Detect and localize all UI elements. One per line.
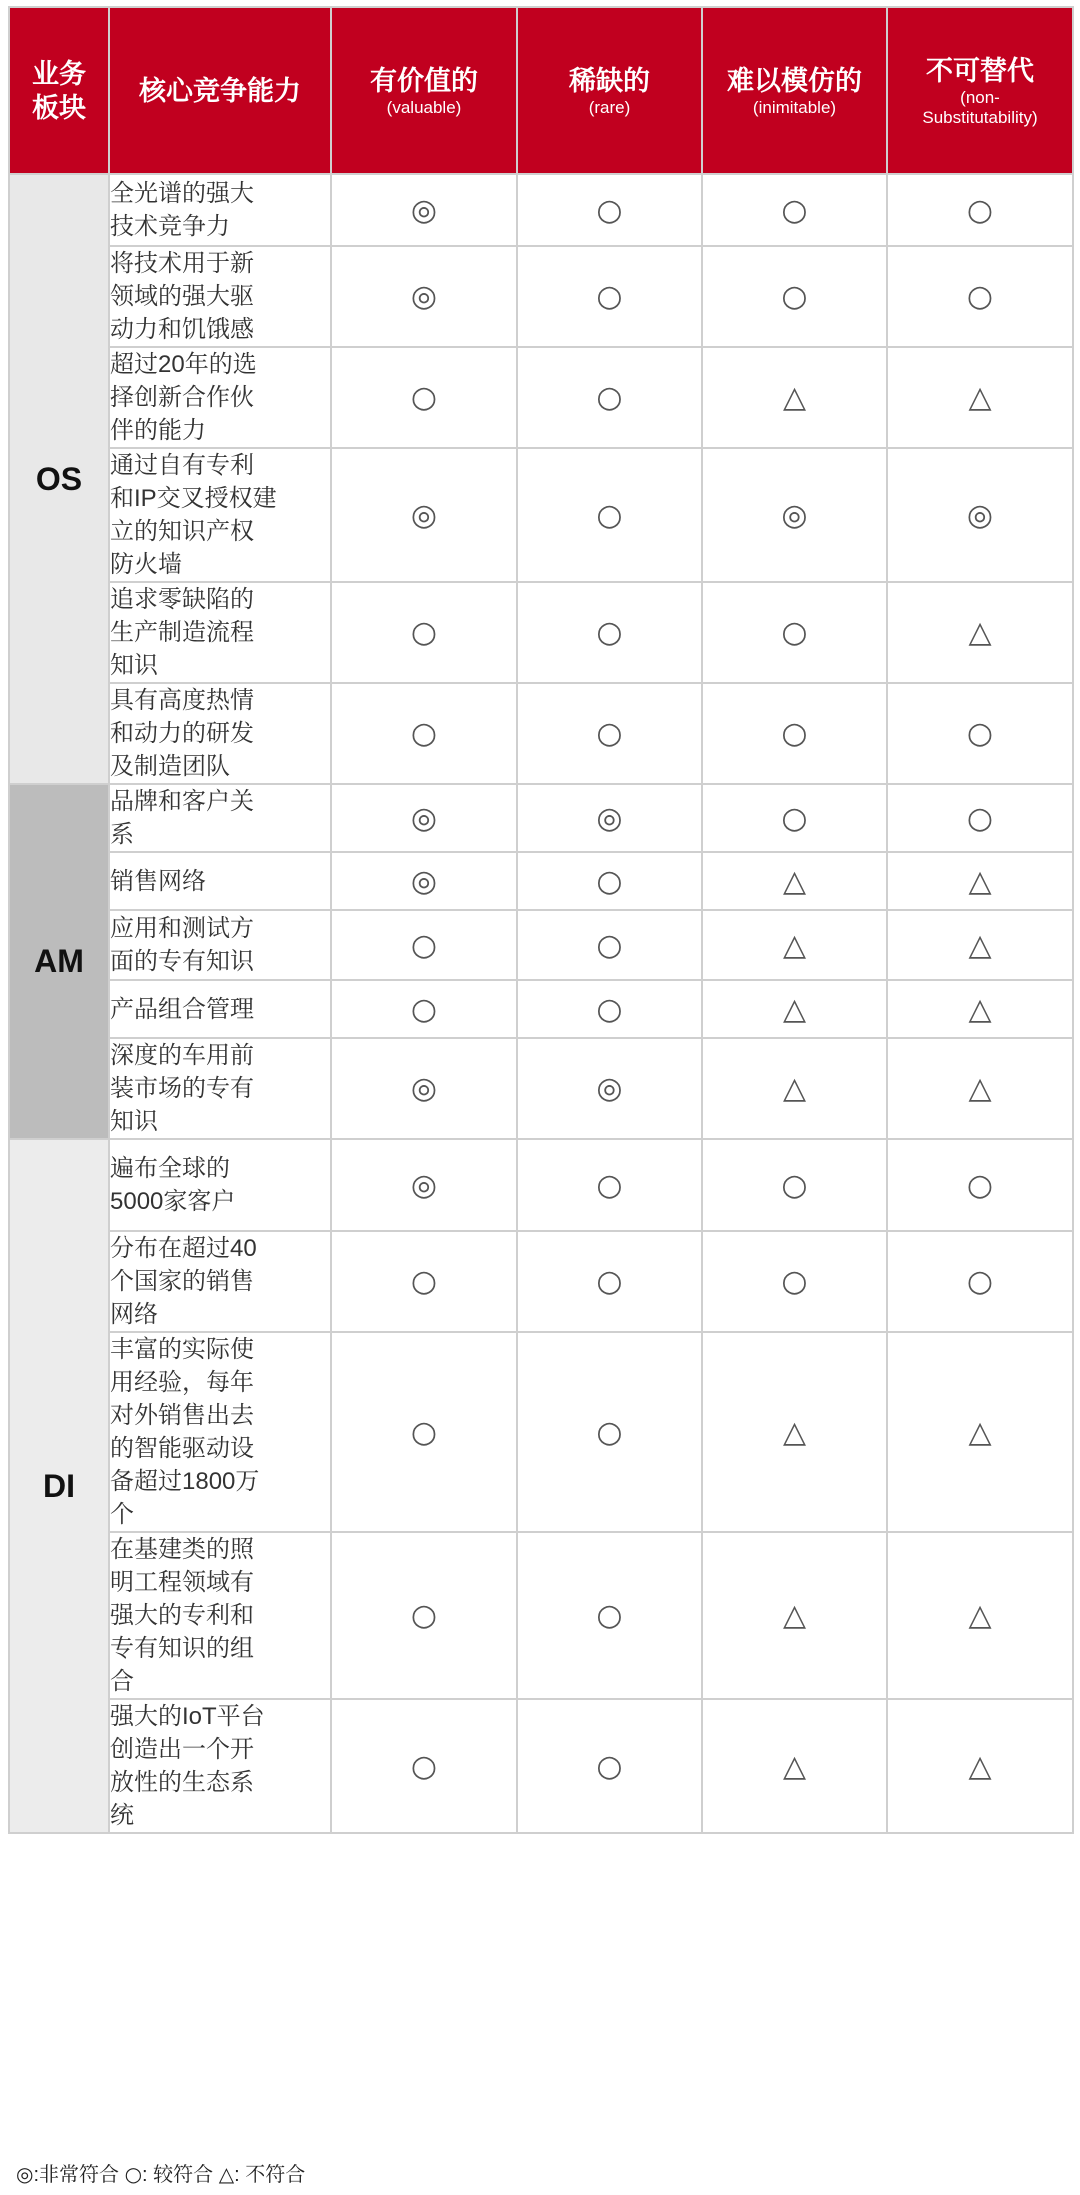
capability-line: 系 <box>110 821 134 848</box>
capability-cell <box>109 1038 331 1139</box>
rating-non-substitutability: ○ <box>887 246 1073 347</box>
capability-line: 知识 <box>110 652 158 679</box>
rating-rare: ○ <box>517 1231 702 1332</box>
capability-cell <box>109 246 331 347</box>
header-subtitle: (valuable) <box>386 97 462 117</box>
rating-rare: ○ <box>517 246 702 347</box>
rating-valuable: ◎ <box>331 246 517 347</box>
rating-valuable: ○ <box>331 1332 517 1532</box>
capability-line: 具有高度热情 <box>110 687 254 714</box>
capability-line: 领域的强大驱 <box>110 283 254 310</box>
rating-valuable: ○ <box>331 347 517 448</box>
capability-line: 强大的专利和 <box>110 1602 254 1629</box>
capability-line: 动力和饥饿感 <box>110 316 254 343</box>
rating-valuable: ◎ <box>331 448 517 582</box>
capability-line: 品牌和客户关 <box>110 788 254 815</box>
header-segment-line: 板块 <box>32 92 86 123</box>
rating-inimitable: ◎ <box>702 448 887 582</box>
rating-inimitable: ○ <box>702 784 887 852</box>
header-valuable <box>331 7 517 174</box>
capability-cell <box>109 1532 331 1699</box>
rating-inimitable: △ <box>702 1038 887 1139</box>
capability-cell <box>109 582 331 683</box>
capability-cell <box>109 1332 331 1532</box>
capability-line: 知识 <box>110 1108 158 1135</box>
legend-very-symbol: ◎ <box>16 2162 34 2186</box>
capability-line: 备超过1800万 <box>110 1468 260 1495</box>
table-row <box>9 1332 1073 1532</box>
rating-inimitable: ○ <box>702 1139 887 1231</box>
header-subtitle: Substitutability) <box>922 107 1038 127</box>
segment-label-os: OS <box>9 174 109 784</box>
capability-line: 在基建类的照 <box>110 1536 254 1563</box>
legend-no-symbol: △ <box>218 2162 235 2186</box>
header-title: 不可替代 <box>926 55 1034 86</box>
table-row <box>9 174 1073 246</box>
capability-line: 网络 <box>110 1301 158 1328</box>
rating-non-substitutability: ○ <box>887 1231 1073 1332</box>
rating-rare: ○ <box>517 1139 702 1231</box>
rating-inimitable: ○ <box>702 246 887 347</box>
legend-very-text: :非常符合 <box>33 2164 120 2186</box>
rating-rare: ○ <box>517 174 702 246</box>
rating-inimitable: ○ <box>702 1231 887 1332</box>
capability-line: 统 <box>110 1802 134 1829</box>
rating-inimitable: ○ <box>702 683 887 784</box>
segment-label-di: DI <box>9 1139 109 1833</box>
capability-line: 和动力的研发 <box>110 720 254 747</box>
rating-rare: ○ <box>517 448 702 582</box>
table-row <box>9 1231 1073 1332</box>
capability-line: 深度的车用前 <box>110 1042 254 1069</box>
header-non-substitutability <box>887 7 1073 174</box>
segment-label-am: AM <box>9 784 109 1139</box>
header-rare <box>517 7 702 174</box>
rating-valuable: ○ <box>331 910 517 980</box>
rating-rare: ○ <box>517 347 702 448</box>
capability-line: 及制造团队 <box>110 753 230 780</box>
capability-line: 应用和测试方 <box>110 915 254 942</box>
rating-valuable: ○ <box>331 1532 517 1699</box>
rating-non-substitutability: △ <box>887 347 1073 448</box>
capability-line: 对外销售出去 <box>110 1402 254 1429</box>
rating-valuable: ○ <box>331 582 517 683</box>
rating-inimitable: △ <box>702 910 887 980</box>
rating-valuable: ◎ <box>331 174 517 246</box>
rating-valuable: ○ <box>331 1231 517 1332</box>
table-row <box>9 246 1073 347</box>
rating-valuable: ◎ <box>331 1139 517 1231</box>
capability-cell <box>109 448 331 582</box>
capability-line: 用经验，每年 <box>110 1369 254 1396</box>
capability-cell <box>109 910 331 980</box>
capability-line: 遍布全球的 <box>110 1155 230 1182</box>
header-segment-line: 业务 <box>32 58 86 89</box>
capability-line: 技术竞争力 <box>110 213 230 240</box>
capability-line: 生产制造流程 <box>110 619 254 646</box>
capability-line: 和IP交叉授权建 <box>110 485 277 512</box>
capability-line: 面的专有知识 <box>110 948 254 975</box>
rating-rare: ○ <box>517 910 702 980</box>
table-row <box>9 582 1073 683</box>
table-row <box>9 852 1073 910</box>
capability-cell <box>109 1139 331 1231</box>
rating-inimitable: △ <box>702 1532 887 1699</box>
capability-cell <box>109 980 331 1038</box>
capability-line: 合 <box>110 1668 134 1695</box>
rating-rare: ○ <box>517 852 702 910</box>
capability-line: 装市场的专有 <box>110 1075 254 1102</box>
header-row <box>9 7 1073 174</box>
rating-inimitable: △ <box>702 1332 887 1532</box>
header-capability: 核心竞争能力 <box>109 7 331 174</box>
capability-line: 销售网络 <box>110 867 206 895</box>
rating-rare: ○ <box>517 582 702 683</box>
rating-inimitable: △ <box>702 347 887 448</box>
rating-rare: ○ <box>517 1699 702 1833</box>
rating-non-substitutability: ○ <box>887 1139 1073 1231</box>
rating-valuable: ◎ <box>331 784 517 852</box>
capability-line: 追求零缺陷的 <box>110 586 254 613</box>
core-competency-table <box>8 6 1074 1834</box>
capability-line: 个国家的销售 <box>110 1268 254 1295</box>
legend-fits-symbol: ○ <box>124 2162 143 2186</box>
rating-inimitable: △ <box>702 980 887 1038</box>
table-row <box>9 448 1073 582</box>
header-subtitle: (inimitable) <box>752 97 837 117</box>
legend <box>8 2158 1072 2190</box>
table-row <box>9 784 1073 852</box>
capability-line: 通过自有专利 <box>110 452 254 479</box>
capability-cell <box>109 1699 331 1833</box>
capability-line: 明工程领域有 <box>110 1569 254 1596</box>
rating-valuable: ○ <box>331 1699 517 1833</box>
capability-cell <box>109 683 331 784</box>
rating-inimitable: △ <box>702 852 887 910</box>
header-title: 稀缺的 <box>569 65 650 96</box>
capability-line: 丰富的实际使 <box>110 1336 254 1363</box>
table-row <box>9 1038 1073 1139</box>
capability-cell <box>109 347 331 448</box>
capability-line: 全光谱的强大 <box>110 180 254 207</box>
header-title: 有价值的 <box>370 65 478 96</box>
rating-rare: ○ <box>517 1332 702 1532</box>
header-title: 难以模仿的 <box>727 65 862 96</box>
capability-cell <box>109 1231 331 1332</box>
rating-non-substitutability: △ <box>887 582 1073 683</box>
rating-non-substitutability: ○ <box>887 784 1073 852</box>
table-row <box>9 683 1073 784</box>
table-row <box>9 910 1073 980</box>
capability-cell <box>109 784 331 852</box>
capability-line: 的智能驱动设 <box>110 1435 254 1462</box>
capability-line: 产品组合管理 <box>110 995 254 1023</box>
capability-line: 创造出一个开 <box>110 1736 254 1763</box>
capability-line: 伴的能力 <box>110 417 206 444</box>
table-body <box>9 174 1073 1833</box>
header-inimitable <box>702 7 887 174</box>
rating-rare: ◎ <box>517 784 702 852</box>
rating-non-substitutability: △ <box>887 1332 1073 1532</box>
capability-line: 超过20年的选 <box>110 351 257 378</box>
header-subtitle: (rare) <box>588 97 631 117</box>
rating-inimitable: ○ <box>702 174 887 246</box>
rating-rare: ○ <box>517 980 702 1038</box>
rating-non-substitutability: ○ <box>887 683 1073 784</box>
legend-fits-text: : 较符合 <box>142 2164 214 2186</box>
rating-inimitable: △ <box>702 1699 887 1833</box>
rating-non-substitutability: △ <box>887 1699 1073 1833</box>
legend-no-text: : 不符合 <box>234 2164 306 2186</box>
capability-line: 将技术用于新 <box>110 250 254 277</box>
capability-cell <box>109 174 331 246</box>
rating-valuable: ◎ <box>331 852 517 910</box>
rating-non-substitutability: △ <box>887 1038 1073 1139</box>
header-segment <box>9 7 109 174</box>
rating-non-substitutability: △ <box>887 910 1073 980</box>
table-row <box>9 980 1073 1038</box>
capability-line: 专有知识的组 <box>110 1635 254 1662</box>
capability-line: 择创新合作伙 <box>110 384 254 411</box>
table-row <box>9 1532 1073 1699</box>
rating-rare: ○ <box>517 1532 702 1699</box>
header-subtitle: (non- <box>960 87 1000 107</box>
rating-non-substitutability: △ <box>887 1532 1073 1699</box>
rating-valuable: ◎ <box>331 1038 517 1139</box>
table-row <box>9 1699 1073 1833</box>
rating-valuable: ○ <box>331 683 517 784</box>
capability-line: 立的知识产权 <box>110 518 254 545</box>
rating-rare: ◎ <box>517 1038 702 1139</box>
rating-non-substitutability: ○ <box>887 174 1073 246</box>
rating-non-substitutability: ◎ <box>887 448 1073 582</box>
capability-line: 防火墙 <box>110 551 182 578</box>
capability-line: 个 <box>110 1501 134 1528</box>
table-row <box>9 1139 1073 1231</box>
rating-inimitable: ○ <box>702 582 887 683</box>
capability-line: 强大的IoT平台 <box>110 1703 265 1730</box>
table-row <box>9 347 1073 448</box>
rating-non-substitutability: △ <box>887 852 1073 910</box>
capability-line: 放性的生态系 <box>110 1769 254 1796</box>
rating-rare: ○ <box>517 683 702 784</box>
rating-valuable: ○ <box>331 980 517 1038</box>
capability-line: 分布在超过40 <box>110 1235 257 1262</box>
capability-line: 5000家客户 <box>110 1188 236 1215</box>
rating-non-substitutability: △ <box>887 980 1073 1038</box>
capability-cell <box>109 852 331 910</box>
